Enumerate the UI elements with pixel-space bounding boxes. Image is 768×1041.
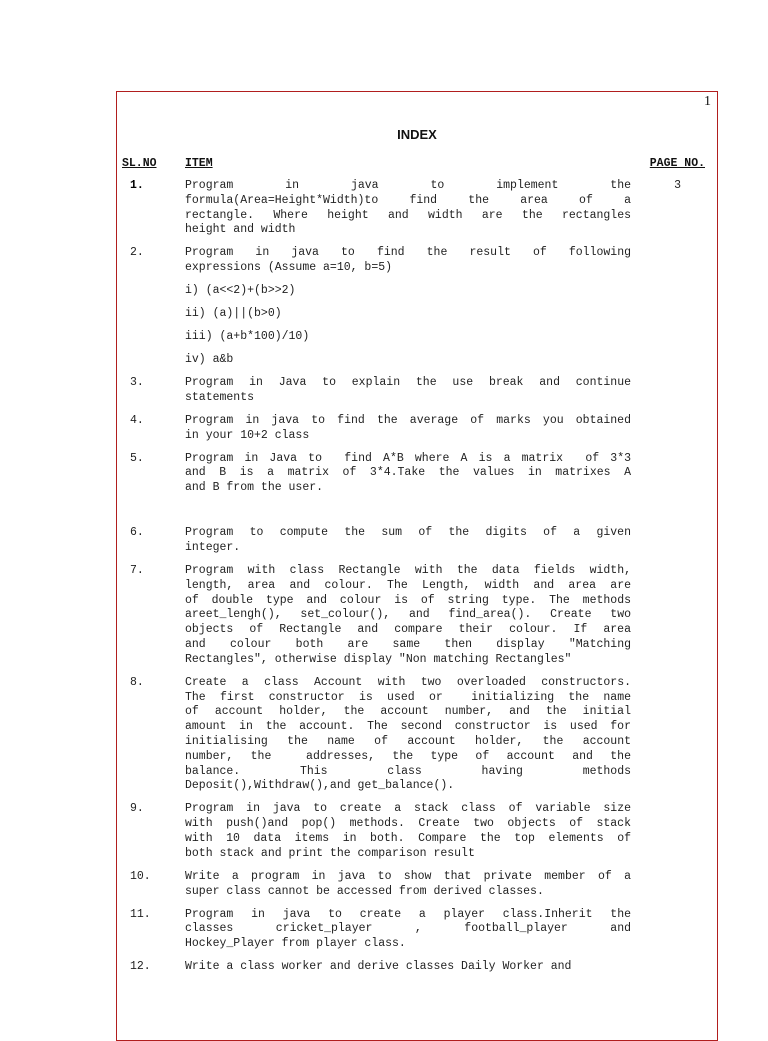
description-line: Create a class Account with two overloaded constructors. (185, 675, 631, 689)
description-line: amount in the account. The second constructor is used for (185, 720, 631, 734)
item-description (185, 908, 631, 952)
description-line: balance. This class having methods (185, 764, 631, 778)
header-sl-no: SL.NO (122, 157, 157, 170)
item-number: 11. (130, 907, 151, 921)
item-number: 9. (130, 802, 144, 816)
header-item: ITEM (185, 157, 213, 170)
description-line: Program in java to implement the (185, 179, 631, 192)
item-description (185, 870, 631, 900)
description-line: statements (185, 390, 255, 404)
item-description (185, 179, 631, 238)
description-line: and B from the user. (185, 481, 324, 495)
description-line: length, area and colour. The Length, width and area are (185, 578, 631, 592)
description-line: Program in Java to explain the use break and continue (185, 376, 631, 390)
description-line: super class cannot be accessed from derived classes. (185, 884, 544, 898)
item-description (185, 526, 631, 556)
item-number: 4. (130, 413, 144, 427)
description-line: integer. (185, 541, 241, 555)
item-description (185, 960, 631, 975)
item-number: 12. (130, 960, 151, 974)
description-line: classes cricket_player , football_player and (185, 922, 631, 936)
item-number: 1. (130, 179, 144, 192)
page-title: INDEX (397, 127, 437, 142)
expression-item: i) (a<<2)+(b>>2) (185, 284, 296, 298)
description-line: height and width (185, 223, 296, 237)
description-line: expressions (Assume a=10, b=5) (185, 261, 393, 275)
item-page-number: 3 (674, 179, 681, 192)
item-description (185, 246, 631, 276)
description-line: Write a class worker and derive classes Daily Worker and (185, 960, 572, 974)
description-line: with 10 data items in both. Compare the top elements of (185, 831, 631, 845)
description-line: Program in java to find the result of following (185, 246, 631, 260)
item-number: 5. (130, 451, 144, 465)
description-line: of double type and colour is of string type. The methods (185, 593, 631, 607)
index-list (117, 179, 717, 983)
item-description (185, 452, 631, 496)
description-line: both stack and print the comparison result (185, 846, 475, 860)
item-number: 3. (130, 376, 144, 390)
index-row (117, 564, 717, 668)
page-number: 1 (704, 94, 711, 109)
item-description (185, 676, 631, 794)
document-page (116, 91, 718, 1041)
description-line: number, the addresses, the type of account and the (185, 749, 631, 763)
item-number: 6. (130, 526, 144, 540)
item-number: 7. (130, 564, 144, 578)
description-line: and B is a matrix of 3*4.Take the values in matrixes A (185, 466, 631, 480)
item-description (185, 802, 631, 861)
item-number: 10. (130, 869, 151, 883)
description-line: Program with class Rectangle with the data fields width, (185, 564, 631, 578)
description-line: rectangle. Where height and width are the rectangles (185, 208, 631, 222)
index-row (117, 960, 717, 975)
index-row (117, 676, 717, 794)
description-line: Deposit(),Withdraw(),and get_balance(). (185, 779, 455, 793)
index-row (117, 802, 717, 861)
item-description (185, 414, 631, 444)
item-description (185, 564, 631, 668)
index-row (117, 870, 717, 900)
description-line: Program to compute the sum of the digits of a given (185, 526, 631, 540)
description-line: and colour both are same then display "Matching (185, 638, 631, 651)
item-number: 8. (130, 675, 144, 689)
header-page-no: PAGE NO. (649, 157, 705, 170)
description-line: Write a program in java to show that private member of a (185, 869, 631, 883)
index-row (117, 179, 717, 238)
description-line: Rectangles", otherwise display "Non matching Rectangles" (185, 652, 572, 666)
description-line: Program in java to create a player class.Inherit the (185, 907, 631, 921)
expression-item: iv) a&b (185, 353, 234, 367)
description-line: objects of Rectangle and compare their colour. If area (185, 623, 631, 637)
description-line: in your 10+2 class (185, 428, 310, 442)
description-line: Program in java to find the average of marks you obtained (185, 413, 631, 427)
item-description (185, 376, 631, 406)
index-row (117, 526, 717, 556)
expression-item: iii) (a+b*100)/10) (185, 330, 310, 344)
item-number: 2. (130, 246, 144, 260)
index-row (117, 908, 717, 952)
description-line: of account holder, the account number, and the initial (185, 705, 631, 719)
description-line: areet_lengh(), set_colour(), and find_area(). Create two (185, 608, 631, 622)
index-row (117, 452, 717, 496)
expression-item: ii) (a)||(b>0) (185, 307, 282, 321)
description-line: The first constructor is used or initializing the name (185, 690, 631, 704)
index-row (117, 376, 717, 406)
description-line: initialising the name of account holder, the account (185, 734, 631, 748)
description-line: formula(Area=Height*Width)to find the area of a (185, 193, 631, 207)
description-line: Program in java to create a stack class of variable size (185, 802, 631, 816)
index-row (117, 246, 717, 276)
description-line: Hockey_Player from player class. (185, 937, 406, 951)
description-line: Program in Java to find A*B where A is a matrix of 3*3 (185, 451, 631, 465)
description-line: with push()and pop() methods. Create two objects of stack (185, 817, 631, 831)
index-row (117, 414, 717, 444)
